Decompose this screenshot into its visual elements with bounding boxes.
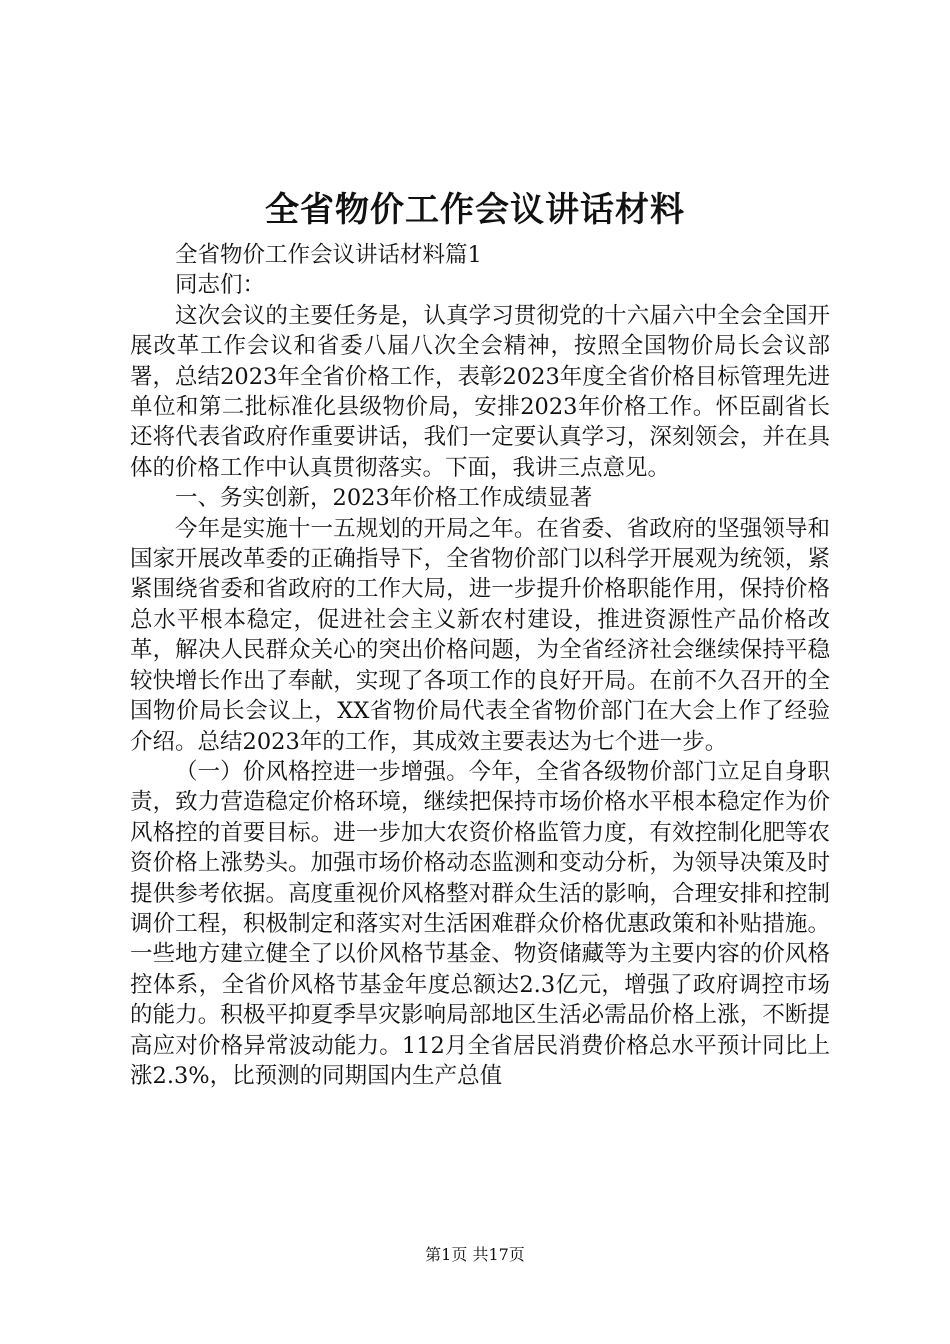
paragraph-summary: 今年是实施十一五规划的开局之年。在省委、省政府的坚强领导和国家开展改革委的正确指导下，全省物价部门以科学开展观为统领，紧紧围绕省委和省政府的工作大局，进一步提升价格职能作用，保持价格总水平根本稳定，促进社会主义新农村建设，推进资源性产品价格改革，解决人民群众关心的突出价格问题，为全省经济社会继续保持平稳较快增长作出了奉献，实现了各项工作的良好开局。在前不久召开的全国物价局长会议上，XX省物价局代表全省物价部门在大会上作了经验介绍。总结2023年的工作，其成效主要表达为七个进一步。: [130, 515, 830, 755]
paragraph-intro: 这次会议的主要任务是，认真学习贯彻党的十六届六中全会全国开展改革工作会议和省委八届八次全会精神，按照全国物价局长会议部署，总结2023年全省价格工作，表彰2023年度全省价格目标管理先进单位和第二批标准化县级物价局，安排2023年价格工作。怀臣副省长还将代表省政府作重要讲话，我们一定要认真学习，深刻领会，并在具体的价格工作中认真贯彻落实。下面，我讲三点意见。: [130, 302, 830, 481]
salutation: 同志们：: [175, 272, 266, 299]
section-heading-1: 一、务实创新，2023年价格工作成绩显著: [175, 485, 593, 512]
page-number-footer: 第1页 共17页: [425, 1245, 525, 1264]
document-body: [130, 240, 830, 1091]
subtitle-line: 全省物价工作会议讲话材料篇1: [175, 242, 482, 268]
document-title: 全省物价工作会议讲话材料: [265, 190, 685, 230]
paragraph-price-control: （一）价风格控进一步增强。今年，全省各级物价部门立足自身职责，致力营造稳定价格环境，继续把保持市场价格水平根本稳定作为价风格控的首要目标。进一步加大农资价格监管力度，有效控制化肥等农资价格上涨势头。加强市场价格动态监测和变动分析，为领导决策及时提供参考依据。高度重视价风格整对群众生活的影响，合理安排和控制调价工程，积极制定和落实对生活困难群众价格优惠政策和补贴措施。一些地方建立健全了以价风格节基金、物资储藏等为主要内容的价风格控体系，全省价风格节基金年度总额达2.3亿元，增强了政府调控市场的能力。积极平抑夏季旱灾影响局部地区生活必需品价格上涨，不断提高应对价格异常波动能力。112月全省居民消费价格总水平预计同比上涨2.3%，比预测的同期国内生产总值: [130, 758, 830, 1089]
